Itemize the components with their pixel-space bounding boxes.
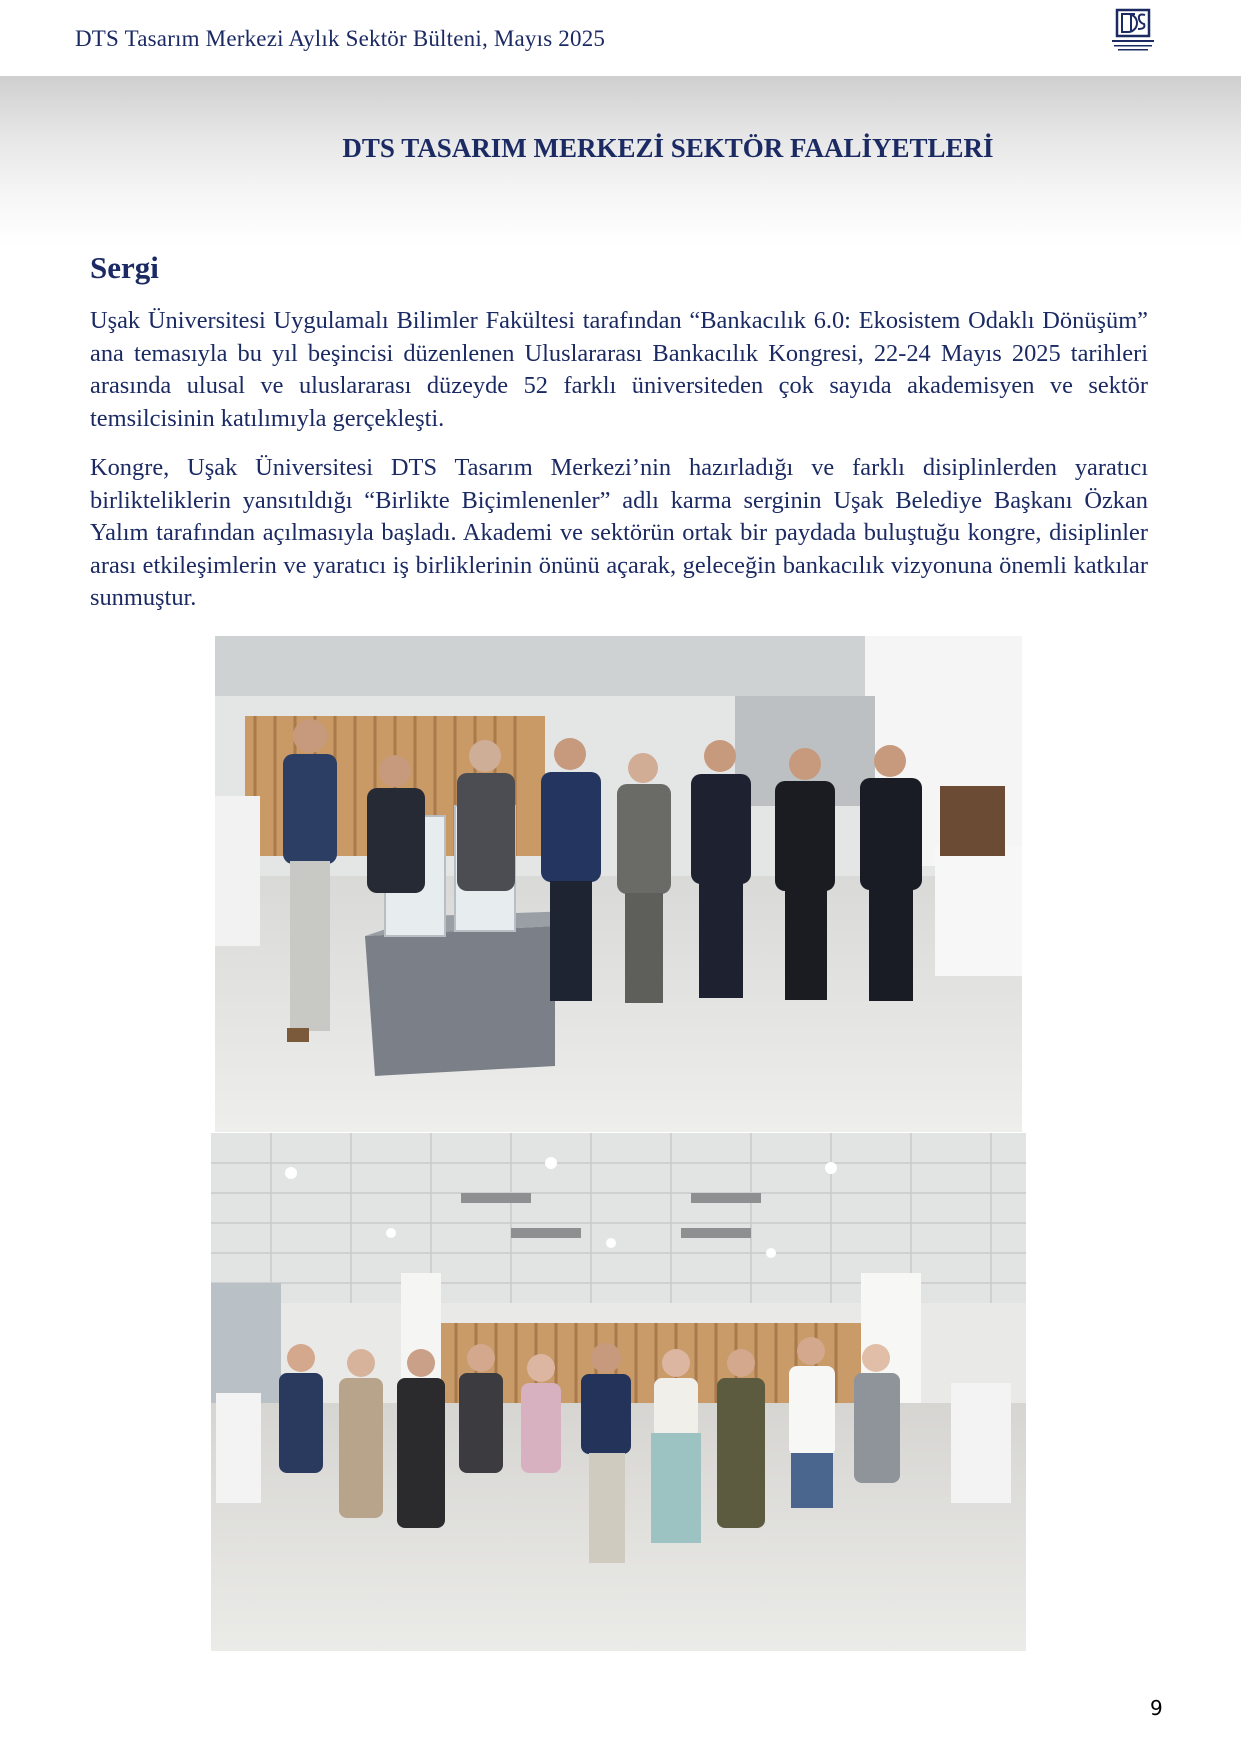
section-title: Sergi	[90, 250, 159, 285]
exhibition-photo-1	[215, 636, 1022, 1132]
banner-title: DTS TASARIM MERKEZİ SEKTÖR FAALİYETLERİ	[342, 133, 994, 163]
paragraph-1: Uşak Üniversitesi Uygulamalı Bilimler Fakültesi tarafından “Bankacılık 6.0: Ekosistem Odaklı Dönüşüm” ana temasıyla bu yıl beşincisi düzenlenen Uluslararası Bankacılık Kongresi, 22-24 Mayıs 2025 tarihleri arasında ulusal ve uluslararası düzeyde 52 farklı üniversiteden çok sayıda akademisyen ve sektör temsilcisinin katılımıyla gerçekleşti.	[90, 307, 1148, 432]
page-number: 9	[1150, 1696, 1163, 1720]
paragraph-2: Kongre, Uşak Üniversitesi DTS Tasarım Merkezi’nin hazırladığı ve farklı disiplinlerden yaratıcı birlikteliklerin yansıtıldığı “Birlikte Biçimlenenler” adlı karma serginin Uşak Belediye Başkanı Özkan Yalım tarafından açılmasıyla başladı. Akademi ve sektörün ortak bir paydada buluştuğu kongre, disiplinler arası etkileşimlerin ve yaratıcı iş birliklerinin önünü açarak, geleceğin bankacılık vizyonuna önemli katkılar sunmuştur.	[90, 454, 1148, 611]
exhibition-photo-2	[211, 1133, 1026, 1651]
dts-logo	[1108, 8, 1158, 54]
header-title: DTS Tasarım Merkezi Aylık Sektör Bülteni, Mayıs 2025	[75, 26, 606, 51]
